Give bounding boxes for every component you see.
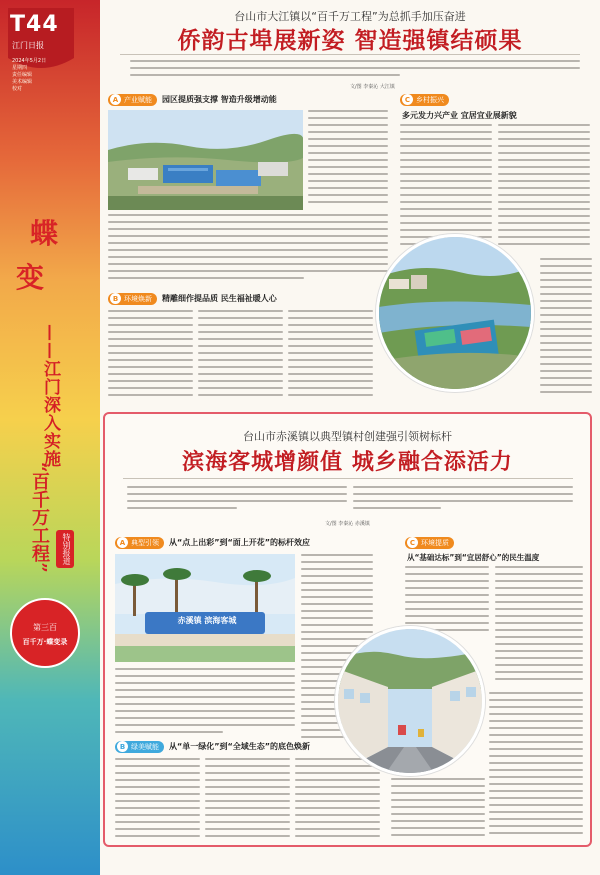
meta-line: 美术编辑: [12, 79, 33, 85]
section-letter: A: [117, 537, 128, 548]
bottom-section-b-text-2: [205, 758, 290, 842]
meta-line: 校对: [12, 86, 23, 92]
bottom-section-c-title: 从“基础达标”到“宜居舒心”的民生温度: [407, 553, 540, 562]
town-gate-photo: [115, 554, 295, 662]
section-letter: C: [407, 537, 418, 548]
top-lede: [130, 60, 580, 82]
photo-sign-text: 赤溪镇 滨海客城: [177, 616, 237, 625]
top-section-b-header: [108, 292, 277, 305]
page-number: T44: [10, 12, 59, 37]
old-street-photo: [335, 626, 485, 776]
bottom-kicker: 台山市赤溪镇以典型镇村创建强引领树标杆: [243, 430, 452, 443]
issue-topic: 百千万·蝶变录: [22, 638, 68, 646]
column-char-1: 蝶: [30, 217, 59, 250]
top-byline: 文/图 李秦沁 大江镇: [350, 84, 395, 90]
bottom-section-c-text-4: [391, 778, 485, 842]
top-section-b-text-1: [108, 310, 193, 406]
section-title: 园区提质强支撑 智造升级增动能: [162, 95, 277, 104]
section-letter: C: [402, 94, 413, 105]
issue-line: 第三百: [33, 623, 57, 632]
section-tag: 环境提质: [421, 538, 449, 547]
section-letter: B: [110, 293, 121, 304]
top-section-c-header: [400, 93, 449, 106]
section-tag: 乡村振兴: [416, 95, 444, 104]
top-kicker: 台山市大江镇以“百千万工程”为总抓手加压奋进: [234, 10, 466, 23]
section-letter: A: [110, 94, 121, 105]
special-report-stamp: 特别报道: [56, 530, 74, 568]
top-article: [100, 0, 600, 410]
meta-line: 责任编辑: [12, 72, 33, 78]
bottom-byline: 文/图 李秦沁 赤溪镇: [325, 521, 370, 527]
top-headline: 侨韵古埠展新姿 智造强镇结硕果: [177, 27, 523, 54]
bottom-section-b-header: [115, 740, 310, 753]
section-tag: 典型引领: [131, 538, 159, 547]
section-tag: 绿美赋能: [131, 742, 159, 751]
section-badge: [115, 537, 164, 549]
top-section-a-header: [108, 93, 277, 106]
top-section-a-text: [108, 214, 388, 290]
column-sidebar: [0, 0, 100, 875]
section-title: 从“单一绿化”到“全域生态”的底色焕新: [169, 742, 311, 751]
section-badge: [405, 537, 454, 549]
bottom-article-box: [103, 412, 592, 847]
top-section-c-text-3: [540, 258, 592, 406]
paper-name: 江门日报: [12, 41, 44, 50]
bottom-lede-right: [353, 486, 573, 516]
section-badge: [115, 741, 164, 753]
section-badge: [108, 293, 157, 305]
section-letter: B: [117, 741, 128, 752]
top-col-text: [308, 110, 388, 210]
top-section-b-text-2: [198, 310, 283, 406]
meta-line: 星期四: [12, 65, 28, 71]
bottom-section-c-header: [405, 536, 454, 549]
issue-badge: [10, 598, 80, 668]
section-tag: 产业赋能: [124, 95, 152, 104]
divider: [120, 54, 580, 55]
bottom-section-c-text-2: [495, 566, 583, 686]
column-char-2: 变: [16, 261, 45, 294]
riverside-park-photo: [376, 234, 534, 392]
column-subtitle: ——江门深入实施: [40, 324, 60, 468]
bottom-section-c-text-3: [489, 692, 583, 842]
section-tag: 环境焕新: [124, 294, 152, 303]
section-badge: [108, 94, 157, 106]
bottom-headline: 滨海客城增颜值 城乡融合添活力: [182, 449, 513, 475]
bottom-section-a-text-1: [115, 668, 295, 738]
page-meta: [12, 58, 82, 93]
bottom-section-a-header: [115, 536, 310, 549]
section-title: 精雕细作提品质 民生福祉暖人心: [162, 294, 277, 303]
top-section-b-text-3: [288, 310, 373, 406]
bottom-section-b-text-1: [115, 758, 200, 842]
column-title: [16, 212, 90, 582]
bottom-lede-left: [127, 486, 347, 516]
top-section-c-text-2: [498, 124, 590, 254]
bottom-section-b-text-3: [295, 758, 380, 842]
meta-line: 2024年5月2日: [12, 58, 47, 64]
column-quote: “百千万工程”: [29, 462, 50, 573]
section-title: 从“点上出彩”到“面上开花”的标杆效应: [169, 538, 311, 547]
industrial-park-photo: [108, 110, 303, 210]
top-section-c-title: 多元发力兴产业 宜居宜业展新貌: [402, 111, 517, 120]
divider: [123, 478, 573, 479]
section-badge: [400, 94, 449, 106]
